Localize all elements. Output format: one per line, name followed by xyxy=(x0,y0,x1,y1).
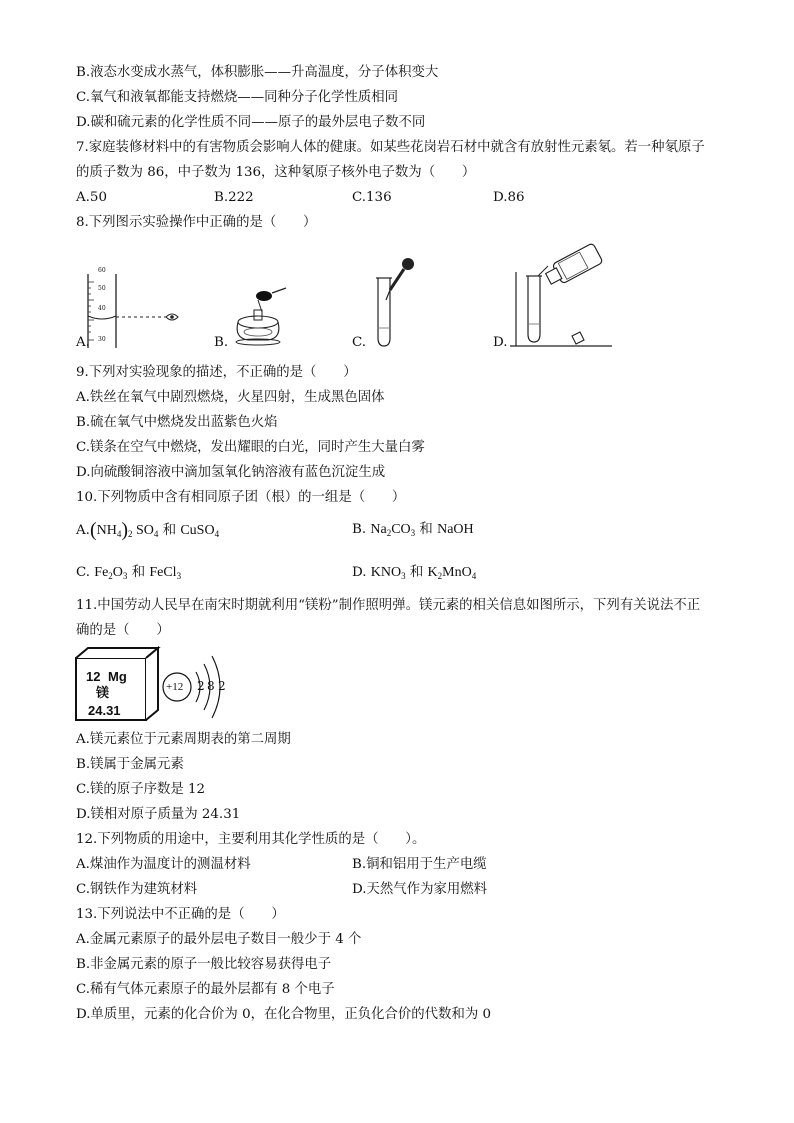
q11-option-a: A.镁元素位于元素周期表的第二周期 xyxy=(76,732,291,747)
cyl-tick-50: 50 xyxy=(98,285,106,292)
q6-option-b: B.液态水变成水蒸气，体积膨胀——升高温度，分子体积变大 xyxy=(76,65,439,80)
q9-stem: 9.下列对实验现象的描述，不正确的是（ ） xyxy=(76,365,357,380)
q12-stem: 12.下列物质的用途中，主要利用其化学性质的是（ ）。 xyxy=(76,832,426,847)
q10-option-c: C. $Fe_2O_3$ 和 FeCl$_3$ xyxy=(76,565,182,581)
q6-option-d: D.碳和硫元素的化学性质不同——原子的最外层电子数不同 xyxy=(76,115,426,130)
q7-option-c: C.136 xyxy=(352,190,392,205)
q11-option-d: D.镁相对原子质量为 24.31 xyxy=(76,807,241,822)
q10-option-a: $A.(NH_4)_2$ $SO_4$ 和 CuSO$_4$ xyxy=(76,519,220,541)
alcohol-lamp-figure xyxy=(228,280,288,346)
q9-option-d: D.向硫酸铜溶液中滴加氢氧化钠溶液有蓝色沉淀生成 xyxy=(76,465,386,480)
graduated-cylinder-figure xyxy=(80,272,190,348)
cyl-tick-40: 40 xyxy=(98,305,106,312)
q12-option-b: B.铜和铝用于生产电缆 xyxy=(352,857,487,872)
q7-option-d: D.86 xyxy=(493,190,525,205)
shell-2-electrons: 8 xyxy=(207,679,215,693)
q7-stem-line2: 的质子数为 86，中子数为 136，这种氡原子核外电子数为（ ） xyxy=(76,165,476,180)
tile-element-name: 镁 xyxy=(96,686,110,701)
q7-stem-line1: 7.家庭装修材料中的有害物质会影响人体的健康。如某些花岗岩石材中就含有放射性元素氡。若一种氡原子 xyxy=(76,140,705,155)
q9-option-c: C.镁条在空气中燃烧，发出耀眼的白光，同时产生大量白雾 xyxy=(76,440,425,455)
cyl-tick-30: 30 xyxy=(98,336,106,343)
q8-stem: 8.下列图示实验操作中正确的是（ ） xyxy=(76,215,317,230)
q9-option-a: A.铁丝在氧气中剧烈燃烧，火星四射，生成黑色固体 xyxy=(76,390,385,405)
q8-option-c: C. xyxy=(352,335,367,350)
q10-option-d: D. $KNO_3$ 和 $K_2MnO_4$ xyxy=(352,565,477,581)
dropper-test-tube-figure xyxy=(370,256,420,348)
shell-3-electrons: 2 xyxy=(218,679,226,693)
pouring-liquid-figure xyxy=(508,242,614,350)
tile-atomic-mass: 24.31 xyxy=(88,703,121,718)
q13-option-d: D.单质里，元素的化合价为 0，在化合物里，正负化合价的代数和为 0 xyxy=(76,1007,492,1022)
q7-option-a: A.50 xyxy=(76,190,107,205)
q7-option-b: B.222 xyxy=(214,190,254,205)
q8-option-b: B. xyxy=(214,335,229,350)
q11-stem-line1: 11.中国劳动人民早在南宋时期就利用“镁粉”制作照明弹。镁元素的相关信息如图所示，下列有关说法不正 xyxy=(76,598,701,613)
q13-option-a: A.金属元素原子的最外层电子数目一般少于 4 个 xyxy=(76,932,362,947)
q11-stem-line2: 确的是（ ） xyxy=(76,623,170,638)
tile-symbol: Mg xyxy=(108,669,127,684)
q11-option-b: B.镁属于金属元素 xyxy=(76,757,184,772)
nucleus-charge: +12 xyxy=(166,681,184,693)
q10-option-b: B. $Na_2CO_3$ 和 NaOH xyxy=(352,522,474,538)
q8-option-a: A. xyxy=(76,335,90,350)
q12-option-d: D.天然气作为家用燃料 xyxy=(352,882,488,897)
q13-stem: 13.下列说法中不正确的是（ ） xyxy=(76,907,285,922)
q13-option-b: B.非金属元素的原子一般比较容易获得电子 xyxy=(76,957,332,972)
shell-1-electrons: 2 xyxy=(197,679,205,693)
q8-option-d: D. xyxy=(493,335,508,350)
cyl-tick-60: 60 xyxy=(98,267,106,274)
q6-option-c: C.氧气和液氧都能支持燃烧——同种分子化学性质相同 xyxy=(76,90,399,105)
q11-option-c: C.镁的原子序数是 12 xyxy=(76,782,206,797)
q13-option-c: C.稀有气体元素原子的最外层都有 8 个电子 xyxy=(76,982,335,997)
tile-atomic-number: 12 xyxy=(86,669,101,684)
q12-option-a: A.煤油作为温度计的测温材料 xyxy=(76,857,251,872)
q9-option-b: B.硫在氧气中燃烧发出蓝紫色火焰 xyxy=(76,415,278,430)
q10-stem: 10.下列物质中含有相同原子团（根）的一组是（ ） xyxy=(76,490,406,505)
q12-option-c: C.钢铁作为建筑材料 xyxy=(76,882,198,897)
